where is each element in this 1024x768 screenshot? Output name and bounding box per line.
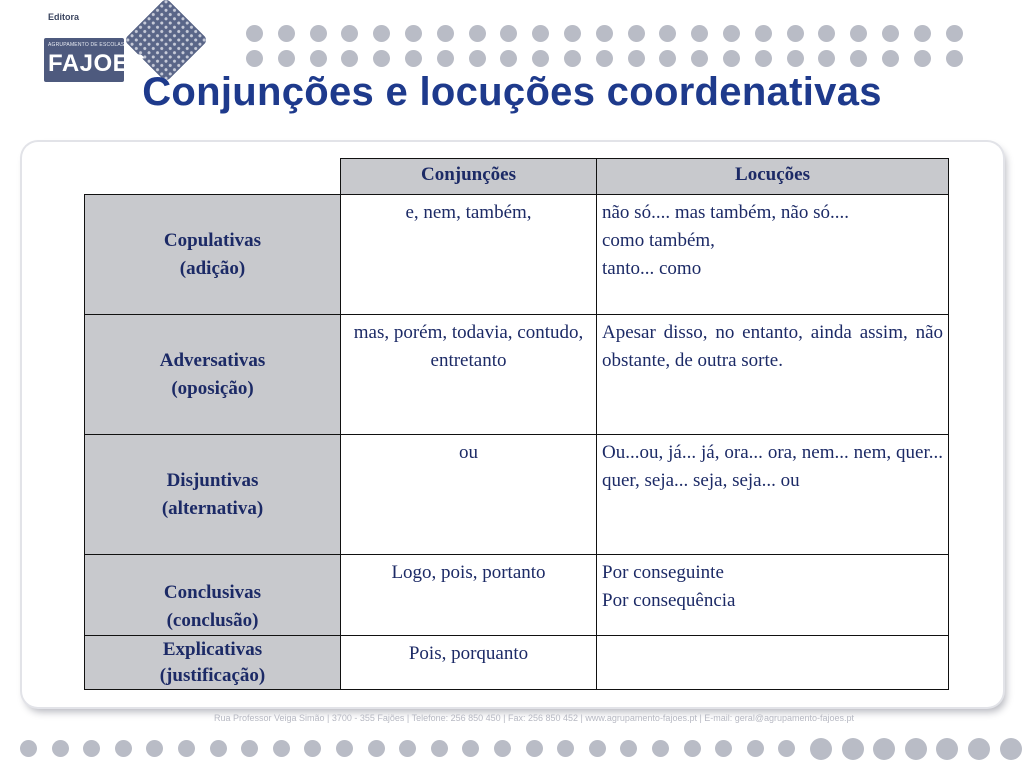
dot-decoration <box>968 738 990 760</box>
dot-decoration <box>946 25 963 42</box>
dot-decoration <box>341 25 358 42</box>
dot-decoration <box>620 740 637 757</box>
dot-decoration <box>273 740 290 757</box>
dot-decoration <box>755 25 772 42</box>
category-gloss: (alternativa) <box>161 497 264 519</box>
dot-decoration <box>850 50 867 67</box>
dot-decoration <box>437 50 454 67</box>
table-row <box>85 315 949 435</box>
dot-decoration <box>882 25 899 42</box>
dot-decoration <box>494 740 511 757</box>
dot-decoration <box>755 50 772 67</box>
category-gloss: (conclusão) <box>166 610 259 631</box>
row-locucoes <box>597 315 949 435</box>
row-conjuncoes: Logo, pois, portanto <box>341 555 597 636</box>
dot-decoration <box>146 740 163 757</box>
dot-decoration <box>437 25 454 42</box>
dot-decoration <box>564 25 581 42</box>
dot-decoration <box>914 50 931 67</box>
dot-decoration <box>747 740 764 757</box>
row-category <box>85 555 341 636</box>
dot-decoration <box>596 25 613 42</box>
conjunctions-table <box>84 158 949 690</box>
dot-decoration <box>1000 738 1022 760</box>
locucao-line: como também, <box>602 230 715 251</box>
dot-decoration <box>20 740 37 757</box>
dot-decoration <box>818 25 835 42</box>
dot-decoration <box>341 50 358 67</box>
dot-decoration <box>373 50 390 67</box>
category-name: Conclusivas <box>163 582 262 603</box>
dot-decoration <box>778 740 795 757</box>
editora-label: Editora <box>48 12 80 22</box>
category-name: Adversativas <box>159 349 266 371</box>
dot-decoration <box>500 50 517 67</box>
dot-decoration <box>691 50 708 67</box>
dot-decoration <box>532 50 549 67</box>
dot-decoration <box>526 740 543 757</box>
row-locucoes <box>597 636 949 690</box>
dot-decoration <box>310 50 327 67</box>
dot-decoration <box>652 740 669 757</box>
dot-decoration <box>399 740 416 757</box>
category-gloss: (adição) <box>179 257 246 279</box>
row-conjuncoes: e, nem, também, <box>341 195 597 315</box>
dot-decoration <box>373 25 390 42</box>
row-category <box>85 195 341 315</box>
logo-badge-subtitle: AGRUPAMENTO DE ESCOLAS <box>48 42 125 48</box>
dot-decoration <box>83 740 100 757</box>
dot-decoration <box>431 740 448 757</box>
dot-decoration <box>532 25 549 42</box>
dot-decoration <box>368 740 385 757</box>
dot-decoration <box>405 50 422 67</box>
page-title: Conjunções e locuções coordenativas <box>142 70 882 114</box>
dot-decoration <box>850 25 867 42</box>
dot-decoration <box>469 50 486 67</box>
dot-decoration <box>278 25 295 42</box>
dot-decoration <box>659 25 676 42</box>
table-row <box>85 636 949 690</box>
dot-decoration <box>715 740 732 757</box>
dot-decoration <box>628 25 645 42</box>
dot-decoration <box>723 50 740 67</box>
dot-decoration <box>787 50 804 67</box>
dot-decoration <box>304 740 321 757</box>
dot-decoration <box>914 25 931 42</box>
dot-decoration <box>178 740 195 757</box>
dot-decoration <box>246 25 263 42</box>
header-locucoes: Locuções <box>597 159 949 195</box>
dot-decoration <box>310 25 327 42</box>
table-row <box>85 555 949 636</box>
dot-decoration <box>52 740 69 757</box>
category-gloss: (justificação) <box>159 664 266 686</box>
category-gloss: (oposição) <box>171 377 254 399</box>
dot-decoration <box>905 738 927 760</box>
row-locucoes <box>597 195 949 315</box>
locucao-line: Ou...ou, já... já, ora... ora, nem... nem, quer... quer, seja... seja, seja... ou <box>602 442 943 491</box>
dot-decoration <box>936 738 958 760</box>
table-row <box>85 435 949 555</box>
dot-decoration <box>787 25 804 42</box>
dot-decoration <box>628 50 645 67</box>
row-category <box>85 435 341 555</box>
locucao-line: Por conseguinte <box>602 562 724 583</box>
locucao-line: tanto... como <box>602 258 702 279</box>
dot-decoration <box>564 50 581 67</box>
row-conjuncoes: Pois, porquanto <box>341 636 597 690</box>
dot-decoration <box>115 740 132 757</box>
dot-decoration <box>589 740 606 757</box>
header-conjuncoes: Conjunções <box>341 159 597 195</box>
dot-decoration <box>691 25 708 42</box>
dot-decoration <box>842 738 864 760</box>
category-name: Disjuntivas <box>166 469 259 491</box>
dot-decoration <box>659 50 676 67</box>
row-category <box>85 315 341 435</box>
locucao-line: Por consequência <box>602 590 736 611</box>
footer-contact: Rua Professor Veiga Simão | 3700 - 355 Fajões | Telefone: 256 850 450 | Fax: 256 850 452 | www.agrupamento-fajoes.pt | E-mail: geral@agrupamento-fajoes.pt <box>213 713 855 723</box>
dot-decoration <box>241 740 258 757</box>
dot-decoration <box>278 50 295 67</box>
dot-decoration <box>557 740 574 757</box>
dot-decoration <box>336 740 353 757</box>
dot-decoration <box>684 740 701 757</box>
dot-decoration <box>500 25 517 42</box>
locucao-line: Apesar disso, no entanto, ainda assim, não obstante, de outra sorte. <box>602 322 943 371</box>
category-name: Explicativas <box>162 638 263 660</box>
dot-decoration <box>810 738 832 760</box>
locucao-line: não só.... mas também, não só.... <box>602 202 849 223</box>
row-conjuncoes: ou <box>341 435 597 555</box>
dot-decoration <box>246 50 263 67</box>
row-locucoes <box>597 555 949 636</box>
dot-decoration <box>882 50 899 67</box>
dot-decoration <box>873 738 895 760</box>
dot-decoration <box>723 25 740 42</box>
dot-decoration <box>210 740 227 757</box>
dot-decoration <box>405 25 422 42</box>
table-row <box>85 195 949 315</box>
logo-badge-name: FAJOES <box>48 50 146 77</box>
row-locucoes <box>597 435 949 555</box>
dot-decoration <box>462 740 479 757</box>
table-header-row <box>85 159 949 195</box>
dot-decoration <box>596 50 613 67</box>
row-conjuncoes: mas, porém, todavia, contudo, entretanto <box>341 315 597 435</box>
dot-decoration <box>946 50 963 67</box>
dot-decoration <box>469 25 486 42</box>
row-category <box>85 636 341 690</box>
category-name: Copulativas <box>163 229 262 251</box>
dot-decoration <box>818 50 835 67</box>
table-corner <box>85 159 341 195</box>
